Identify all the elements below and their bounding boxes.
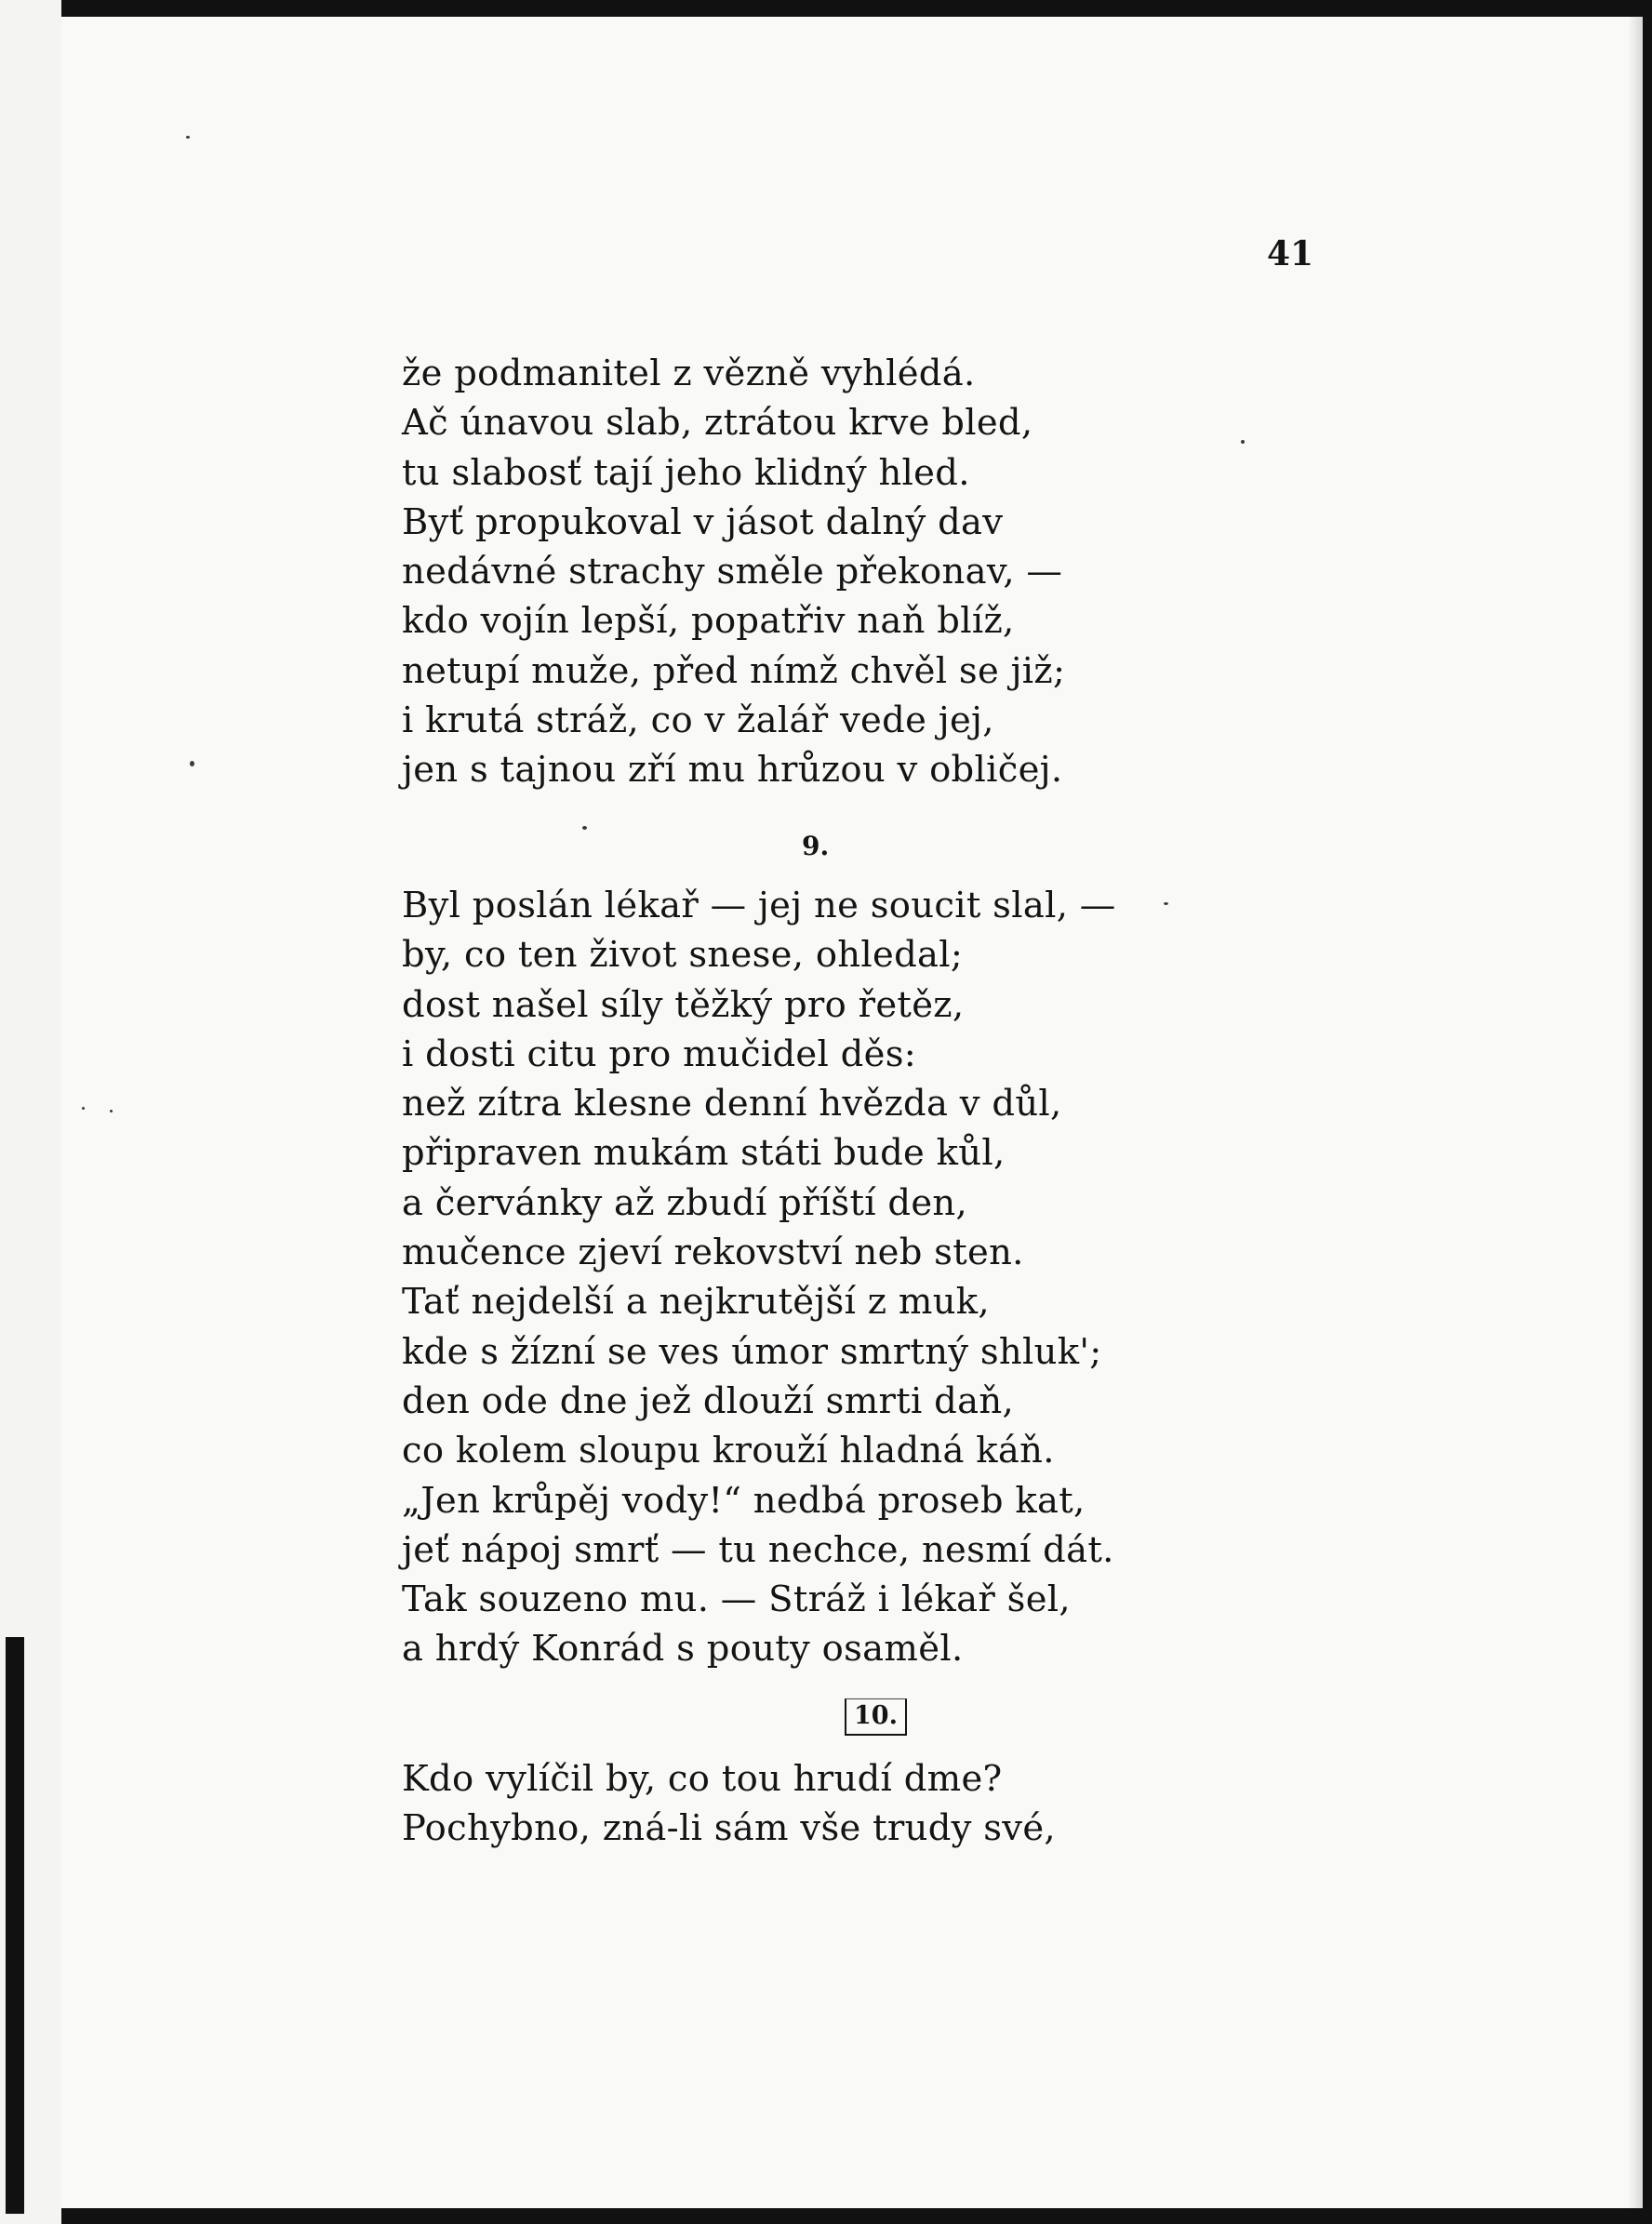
paper-speck <box>190 761 194 766</box>
verse-line: „Jen krůpěj vody!“ nedbá proseb kat, <box>402 1479 1086 1522</box>
verse-line: by, co ten život snese, ohledal; <box>402 934 964 977</box>
verse-line: kde s žízní se ves úmor smrtný shluk'; <box>402 1330 1102 1373</box>
paper-speck <box>1164 902 1168 905</box>
verse-line: jen s tajnou zří mu hrůzou v obličej. <box>402 749 1063 792</box>
verse-line: Tak souzeno mu. — Stráž i lékař šel, <box>402 1578 1071 1621</box>
verse-line: připraven mukám státi bude kůl, <box>402 1132 1006 1175</box>
verse-line: a červánky až zbudí příští den, <box>402 1181 968 1224</box>
verse-line: nedávné strachy směle překonav, — <box>402 551 1063 593</box>
verse-line: netupí muže, před nímž chvěl se již; <box>402 649 1066 692</box>
paper-speck <box>1241 440 1245 444</box>
section-10-number: 10. <box>845 1698 907 1736</box>
page-edge-shadow <box>1628 17 1643 2208</box>
verse-line: kdo vojín lepší, popatřiv naň blíž, <box>402 600 1015 643</box>
verse-line: a hrdý Konrád s pouty osaměl. <box>402 1628 964 1671</box>
verse-line: Byl poslán lékař — jej ne soucit slal, — <box>402 885 1116 926</box>
verse-line: že podmanitel z vězně vyhlédá. <box>402 353 976 394</box>
verse-line: Pochybno, zná-li sám vše trudy své, <box>402 1807 1056 1850</box>
paper-speck <box>82 1107 85 1110</box>
verse-line: tu slabosť tají jeho klidný hled. <box>402 451 970 494</box>
book-page <box>61 17 1643 2208</box>
verse-line: Tať nejdelší a nejkrutější z muk, <box>402 1281 990 1324</box>
verse-line: Kdo vylíčil by, co tou hrudí dme? <box>402 1758 1003 1800</box>
verse-line: jeť nápoj smrť — tu nechce, nesmí dát. <box>402 1528 1114 1571</box>
paper-speck <box>186 136 190 139</box>
binding-edge <box>0 0 61 2224</box>
page-number: 41 <box>1267 234 1314 273</box>
paper-speck <box>582 826 587 830</box>
verse-line: den ode dne jež dlouží smrti daň, <box>402 1379 1015 1422</box>
verse-line: než zítra klesne denní hvězda v důl, <box>402 1083 1062 1125</box>
continuation-stanza <box>402 349 1065 795</box>
verse-line: i dosti citu pro mučidel děs: <box>402 1032 917 1075</box>
verse-line: Ač únavou slab, ztrátou krve bled, <box>402 402 1033 445</box>
verse-line: i krutá stráž, co v žalář vede jej, <box>402 699 994 742</box>
section-9-number: 9. <box>802 831 830 861</box>
verse-line: mučence zjeví rekovství neb sten. <box>402 1232 1024 1274</box>
verse-line: dost našel síly těžký pro řetěz, <box>402 983 965 1026</box>
verse-line: co kolem sloupu krouží hladná káň. <box>402 1430 1055 1472</box>
section-10-stanza <box>402 1754 1056 1854</box>
section-9-stanza <box>402 881 1116 1674</box>
binding-shadow <box>6 1637 24 2214</box>
paper-speck <box>110 1110 113 1112</box>
verse-line: Byť propukoval v jásot dalný dav <box>402 500 1004 543</box>
